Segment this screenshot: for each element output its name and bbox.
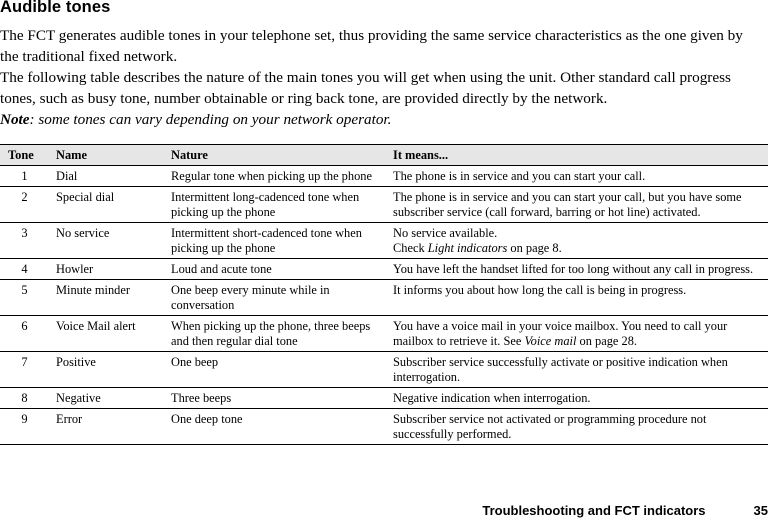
- cell-name: Minute minder: [52, 280, 167, 316]
- cell-means: Subscriber service successfully activate or positive indication when interrogation.: [389, 352, 768, 388]
- table-row: [0, 316, 768, 352]
- cell-means: [389, 316, 768, 352]
- cell-means: Negative indication when interrogation.: [389, 388, 768, 409]
- cell-nature: Intermittent short-cadenced tone when picking up the phone: [167, 223, 389, 259]
- means-prefix: You have a voice mail in your voice mailbox. You need to call your mailbox to retrieve it. See: [393, 319, 728, 348]
- cell-name: Dial: [52, 166, 167, 187]
- cell-means: It informs you about how long the call is being in progress.: [389, 280, 768, 316]
- means-suffix: on page 8.: [507, 241, 562, 255]
- cell-nature: One beep: [167, 352, 389, 388]
- cell-tone: 8: [0, 388, 52, 409]
- cell-means: Subscriber service not activated or programming procedure not successfully performed.: [389, 409, 768, 445]
- header-tone: Tone: [0, 145, 52, 166]
- cell-name: Voice Mail alert: [52, 316, 167, 352]
- section-title: Audible tones: [0, 0, 111, 16]
- cell-nature: Three beeps: [167, 388, 389, 409]
- cell-tone: 9: [0, 409, 52, 445]
- note-text: : some tones can vary depending on your network operator.: [29, 111, 392, 128]
- cell-nature: Intermittent long-cadenced tone when picking up the phone: [167, 187, 389, 223]
- cross-reference: Voice mail: [524, 334, 577, 348]
- cell-tone: 1: [0, 166, 52, 187]
- cell-name: Error: [52, 409, 167, 445]
- cell-nature: Loud and acute tone: [167, 259, 389, 280]
- cell-tone: 5: [0, 280, 52, 316]
- cell-nature: When picking up the phone, three beeps and then regular dial tone: [167, 316, 389, 352]
- page-number: 35: [753, 503, 768, 518]
- page-footer: [482, 503, 768, 519]
- cell-name: No service: [52, 223, 167, 259]
- table-row: [0, 187, 768, 223]
- cell-tone: 2: [0, 187, 52, 223]
- cell-means: The phone is in service and you can start your call.: [389, 166, 768, 187]
- table-row: [0, 259, 768, 280]
- table-row: [0, 223, 768, 259]
- intro-paragraph: The FCT generates audible tones in your telephone set, thus providing the same service characteristics as the one given by the traditional fixed network.: [0, 27, 743, 65]
- cell-tone: 4: [0, 259, 52, 280]
- header-nature: Nature: [167, 145, 389, 166]
- cell-nature: One deep tone: [167, 409, 389, 445]
- table-row: [0, 280, 768, 316]
- cell-nature: Regular tone when picking up the phone: [167, 166, 389, 187]
- cell-tone: 7: [0, 352, 52, 388]
- table-header-row: [0, 145, 768, 166]
- cell-tone: 6: [0, 316, 52, 352]
- means-suffix: on page 28.: [576, 334, 637, 348]
- cell-means: You have left the handset lifted for too long without any call in progress.: [389, 259, 768, 280]
- table-row: [0, 409, 768, 445]
- cell-name: Howler: [52, 259, 167, 280]
- cell-nature: One beep every minute while in conversation: [167, 280, 389, 316]
- table-row: [0, 352, 768, 388]
- cell-means: The phone is in service and you can start your call, but you have some subscriber service (call forward, barring or hot line) activated.: [389, 187, 768, 223]
- header-name: Name: [52, 145, 167, 166]
- note-label: Note: [0, 111, 30, 128]
- table-row: [0, 388, 768, 409]
- cell-name: Special dial: [52, 187, 167, 223]
- cross-reference: Light indicators: [427, 241, 508, 255]
- cell-name: Positive: [52, 352, 167, 388]
- cell-tone: 3: [0, 223, 52, 259]
- header-means: It means...: [389, 145, 768, 166]
- table-row: [0, 166, 768, 187]
- cell-name: Negative: [52, 388, 167, 409]
- table-description-paragraph: The following table describes the nature of the main tones you will get when using the unit. Other standard call progress tones, such as busy tone, number obtainable or ring back tone, are provided directly by the network.: [0, 69, 731, 107]
- means-prefix: Check: [393, 241, 428, 255]
- means-line-1: No service available.: [393, 226, 498, 240]
- note-paragraph: [0, 109, 762, 130]
- footer-section-title: Troubleshooting and FCT indicators: [482, 503, 706, 518]
- cell-means: [389, 223, 768, 259]
- audible-tones-table: [0, 144, 768, 445]
